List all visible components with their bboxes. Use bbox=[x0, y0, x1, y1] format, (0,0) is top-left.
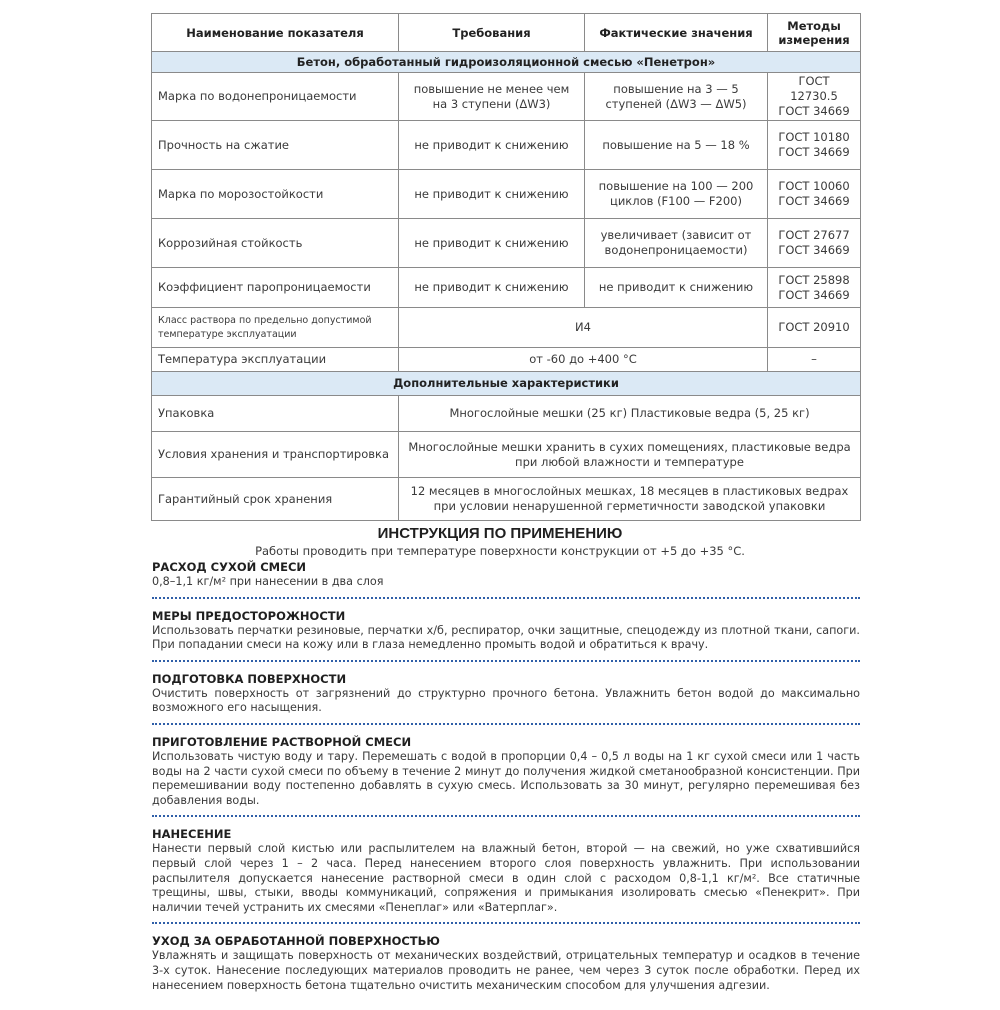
row-requirement: не приводит к снижению bbox=[399, 219, 585, 268]
table-row bbox=[152, 308, 861, 348]
table-row bbox=[152, 121, 861, 170]
section-heading: ПОДГОТОВКА ПОВЕРХНОСТИ bbox=[152, 671, 347, 686]
table-row bbox=[152, 478, 861, 521]
row-actual: не приводит к снижению bbox=[585, 268, 768, 308]
row-method: ГОСТ 25898 ГОСТ 34669 bbox=[768, 268, 861, 308]
row-name: Марка по морозостойкости bbox=[152, 170, 399, 219]
section-surface-preparation bbox=[152, 672, 860, 725]
header-indicator: Наименование показателя bbox=[152, 14, 399, 52]
row-name: Упаковка bbox=[152, 396, 399, 432]
table-row bbox=[152, 348, 861, 372]
header-methods: Методы измерения bbox=[768, 14, 861, 52]
row-requirement: повышение не менее чем на 3 ступени (ΔW3) bbox=[399, 73, 585, 121]
section-heading: МЕРЫ ПРЕДОСТОРОЖНОСТИ bbox=[152, 608, 346, 623]
section-title-additional: Дополнительные характеристики bbox=[152, 372, 861, 396]
row-name: Коэффициент паропроницаемости bbox=[152, 268, 399, 308]
table-header-row bbox=[152, 14, 861, 52]
section-heading: РАСХОД СУХОЙ СМЕСИ bbox=[152, 560, 307, 574]
header-actual-values: Фактические значения bbox=[585, 14, 768, 52]
section-text: Использовать чистую воду и тару. Перемешать с водой в пропорции 0,4 – 0,5 л воды на 1 кг сухой смеси или 1 часть воды на 2 части сухой смеси по объему в течение 2 минут до получения жидкой сметанообразной консистенции. При перемешивании воду постепенно добавлять в сухую смесь. Использовать за 30 минут, регулярно перемешивая без добавления воды. bbox=[152, 749, 860, 807]
section-text: Очистить поверхность от загрязнений до структурно прочного бетона. Увлажнить бетон водой до максимально возможного его насыщения. bbox=[152, 686, 860, 715]
row-actual: повышение на 3 — 5 ступеней (ΔW3 — ΔW5) bbox=[585, 73, 768, 121]
row-name: Гарантийный срок хранения bbox=[152, 478, 399, 521]
section-text: Использовать перчатки резиновые, перчатки х/б, респиратор, очки защитные, спецодежду из плотной ткани, сапоги. При попадании смеси на кожу или в глаза немедленно промыть водой и обратиться к врачу. bbox=[152, 623, 860, 652]
row-name: Температура эксплуатации bbox=[152, 348, 399, 372]
row-method: ГОСТ 27677 ГОСТ 34669 bbox=[768, 219, 861, 268]
table-row bbox=[152, 268, 861, 308]
row-name: Условия хранения и транспортировка bbox=[152, 432, 399, 478]
header-requirements: Требования bbox=[399, 14, 585, 52]
row-value: Многослойные мешки (25 кг) Пластиковые ведра (5, 25 кг) bbox=[399, 396, 861, 432]
section-consumption bbox=[152, 560, 860, 599]
row-value: 12 месяцев в многослойных мешках, 18 месяцев в пластиковых ведрах при условии ненарушенной герметичности заводской упаковки bbox=[399, 478, 861, 521]
row-actual: повышение на 5 — 18 % bbox=[585, 121, 768, 170]
row-actual: увеличивает (зависит от водонепроницаемости) bbox=[585, 219, 768, 268]
section-heading: ПРИГОТОВЛЕНИЕ РАСТВОРНОЙ СМЕСИ bbox=[152, 734, 412, 749]
row-name: Прочность на сжатие bbox=[152, 121, 399, 170]
table-row bbox=[152, 170, 861, 219]
row-method: ГОСТ 12730.5 ГОСТ 34669 bbox=[768, 73, 861, 121]
table-row bbox=[152, 432, 861, 478]
row-value: от -60 до +400 °С bbox=[399, 348, 768, 372]
instruction-sections bbox=[152, 560, 860, 1010]
row-method: ГОСТ 10180 ГОСТ 34669 bbox=[768, 121, 861, 170]
instructions-title: ИНСТРУКЦИЯ ПО ПРИМЕНЕНИЮ bbox=[377, 525, 623, 542]
table-row bbox=[152, 396, 861, 432]
section-text: Увлажнять и защищать поверхность от механических воздействий, отрицательных температур и осадков в течение 3-х суток. Нанесение последующих материалов проводить не ранее, чем через 3 суток после обработки. Перед их нанесением поверхность бетона тщательно очистить механическим способом для улучшения адгезии. bbox=[152, 949, 860, 992]
row-requirement: не приводит к снижению bbox=[399, 268, 585, 308]
row-requirement: не приводит к снижению bbox=[399, 121, 585, 170]
section-heading: УХОД ЗА ОБРАБОТАННОЙ ПОВЕРХНОСТЬЮ bbox=[152, 934, 440, 949]
section-mixing bbox=[152, 735, 860, 817]
section-text: Нанести первый слой кистью или распылителем на влажный бетон, второй — на свежий, но уже схватившийся первый слой через 1 – 2 часа. Перед нанесением второго слоя поверхность увлажнить. При использовании распылителя допускается нанесение растворной смеси в один слой с расходом 0,8-1,1 кг/м². Все статичные трещины, швы, стыки, вводы коммуникаций, сопряжения и примыкания изолировать смесью «Пенекрит». При наличии течей устранить их смесями «Пенеплаг» или «Ватерплаг». bbox=[152, 842, 860, 914]
section-application bbox=[152, 827, 860, 924]
row-name: Марка по водонепроницаемости bbox=[152, 73, 399, 121]
row-name: Класс раствора по предельно допустимой температуре эксплуатации bbox=[152, 308, 399, 348]
row-name: Коррозийная стойкость bbox=[152, 219, 399, 268]
section-curing bbox=[152, 934, 860, 1000]
row-value: Многослойные мешки хранить в сухих помещениях, пластиковые ведра при любой влажности и температуре bbox=[399, 432, 861, 478]
table-row bbox=[152, 73, 861, 121]
specifications-table bbox=[151, 13, 861, 521]
row-actual: повышение на 100 — 200 циклов (F100 — F200) bbox=[585, 170, 768, 219]
row-method: ГОСТ 20910 bbox=[768, 308, 861, 348]
section-text: 0,8–1,1 кг/м² при нанесении в два слоя bbox=[152, 575, 384, 588]
table-row bbox=[152, 219, 861, 268]
row-value: И4 bbox=[399, 308, 768, 348]
section-precautions bbox=[152, 609, 860, 662]
row-method: ГОСТ 10060 ГОСТ 34669 bbox=[768, 170, 861, 219]
section-title-concrete: Бетон, обработанный гидроизоляционной смесью «Пенетрон» bbox=[152, 52, 861, 73]
row-requirement: не приводит к снижению bbox=[399, 170, 585, 219]
instructions-subtitle: Работы проводить при температуре поверхности конструкции от +5 до +35 °С. bbox=[255, 544, 745, 558]
row-method: – bbox=[768, 348, 861, 372]
section-heading: НАНЕСЕНИЕ bbox=[152, 827, 232, 842]
